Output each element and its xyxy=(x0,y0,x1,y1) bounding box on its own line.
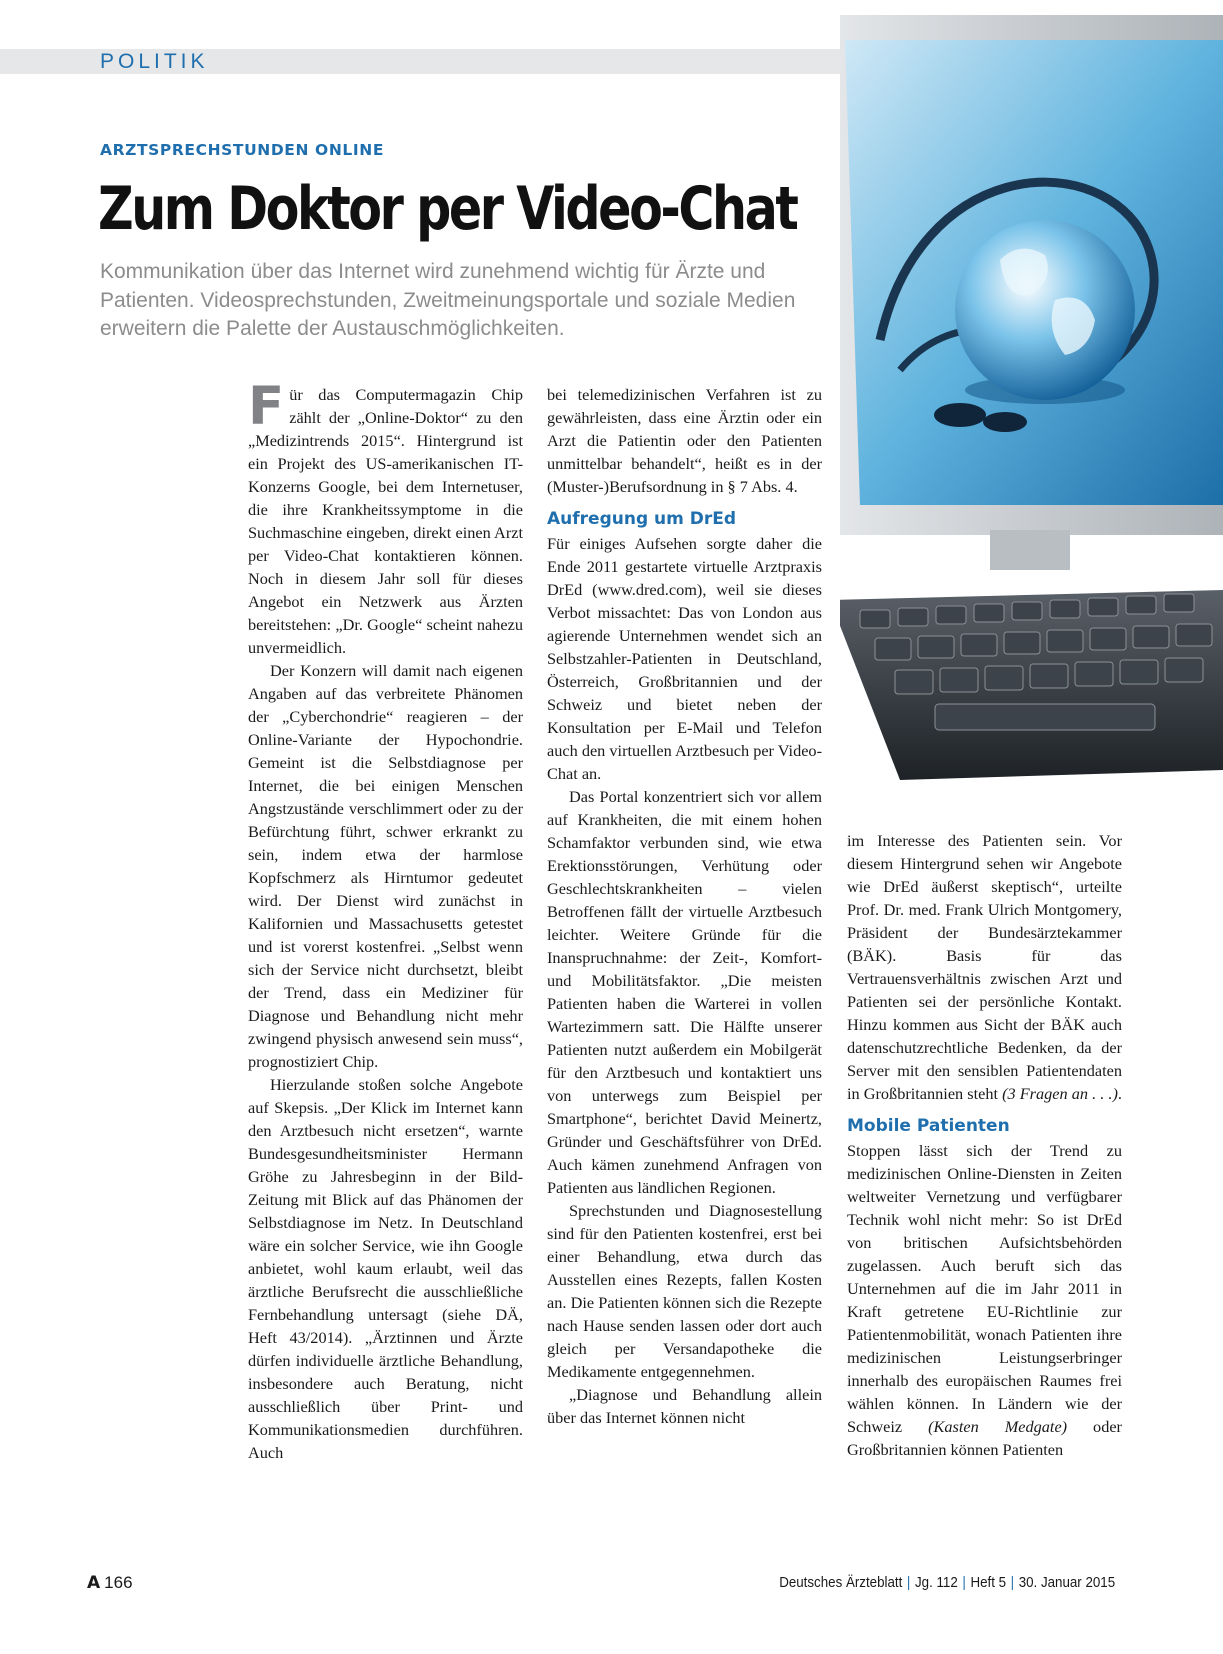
paragraph: „Diagnose und Behandlung allein über das Internet können nicht xyxy=(547,1385,822,1427)
issue-date: 30. Januar 2015 xyxy=(1018,1575,1115,1591)
article-title: Zum Doktor per Video-Chat xyxy=(98,174,797,244)
paragraph: bei telemedizinischen Verfahren ist zu gewährleisten, dass eine Ärztin oder ein Arzt die Patientin oder den Patienten unmittelbar behandelt“, heißt es in der (Muster-)Berufsordnung in § 7 Abs. 4. xyxy=(547,385,822,496)
paragraph: Stoppen lässt sich der Trend zu medizinischen Online-Diensten in Zeiten weltweiter Vernetzung und verfügbarer Technik wohl nicht mehr: So ist DrEd von britischen Aufsichtsbehörden zugelassen. Auch beruft sich das Unternehmen auf die im Jahr 2011 in Kraft getretene EU-Richtlinie zur Patientenmobilität, wonach Patienten ihre medizinischen Leistungserbringer innerhalb des europäischen Raumes frei wählen können. In Ländern wie der Schweiz (Kasten Medgate) oder Großbritannien können Patienten xyxy=(847,1141,1122,1459)
drop-cap: F xyxy=(248,376,285,437)
article-column-2 xyxy=(547,383,822,1429)
monitor-globe-keyboard-illustration xyxy=(840,10,1223,825)
monitor-stand xyxy=(990,530,1070,570)
subheading: Aufregung um DrEd xyxy=(547,509,737,529)
paragraph: Das Portal konzentriert sich vor allem auf Krankheiten, die mit einem hohen Schamfaktor verbunden sind, wie etwa Erektionsstörungen, Verhütung oder Geschlechtskrankheiten – vielen Betroffenen fällt der virtuelle Arztbesuch leichter. Weitere Gründe für die Inanspruchnahme: der Zeit-, Komfort- und Mobilitätsfaktor. „Die meisten Patienten haben die Warterei in vollen Wartezimmern satt. Die Hälfte unserer Patienten nutzt außerdem ein Mobilgerät für den Arztbesuch und kontaktiert uns von unterwegs zum Beispiel per Smartphone“, berichtet David Meinertz, Gründer und Geschäftsführer von DrEd. Auch kämen zunehmend Anfragen von Patienten aus ländlichen Regionen. xyxy=(547,787,822,1197)
stethoscope-earpiece xyxy=(934,403,986,427)
paragraph: Für das Computermagazin Chip zählt der „Online-Doktor“ zu den „Medizintrends 2015“. Hintergrund ist ein Projekt des US-amerikanischen IT-Konzerns Google, bei dem Internetuser, die ihre Krankheitssymptome in die Suchmaschine eingeben, direkt einen Arzt per Video-Chat kontaktieren können. Noch in diesem Jahr soll für dieses Angebot ein Netzwerk aus Ärzten bereitstehen: „Dr. Google“ scheint nahezu unvermeidlich. xyxy=(248,376,523,657)
paragraph: Der Konzern will damit nach eigenen Angaben auf das verbreitete Phänomen der „Cyberchondrie“ reagieren – der Online-Variante der Hypochondrie. Gemeint ist die Selbstdiagnose per Internet, die bei einigen Menschen Angstzustände verschlimmert oder zu der Befürchtung führt, schwer erkrankt zu sein, indem etwa der harmlose Kopfschmerz als Hirntumor gedeutet wird. Der Dienst wird zunächst in Kalifornien und Massachusetts getestet und ist vorerst kostenfrei. „Selbst wenn sich der Service nicht durchsetzt, bleibt der Trend, dass ein Mediziner für Diagnose und Behandlung nicht mehr zwingend physisch anwesend sein muss“, prognostiziert Chip. xyxy=(248,661,523,1071)
cross-reference: (Kasten Medgate) xyxy=(928,1417,1068,1436)
issue: Heft 5 xyxy=(970,1575,1006,1591)
page-number: A 166 xyxy=(87,1573,133,1593)
paragraph: im Interesse des Patienten sein. Vor diesem Hintergrund sehen wir Angebote wie DrEd äußerst skeptisch“, urteilte Prof. Dr. med. Frank Ulrich Montgomery, Präsident der Bundesärztekammer (BÄK). Basis für das Vertrauensverhältnis zwischen Arzt und Patienten sei der persönliche Kontakt. Hinzu kommen aus Sicht der BÄK auch datenschutzrechtliche Bedenken, da der Server mit den sensiblen Patientendaten in Großbritannien steht (3 Fragen an . . .). xyxy=(847,831,1122,1103)
subheading: Mobile Patienten xyxy=(847,1116,1010,1136)
article-column-1 xyxy=(248,376,523,1464)
volume: Jg. 112 xyxy=(914,1575,958,1591)
paragraph: Für einiges Aufsehen sorgte daher die Ende 2011 gestartete virtuelle Arztpraxis DrEd (www.dred.com), weil sie dieses Verbot missachtet: Das von London aus agierende Unternehmen wendet sich an Selbstzahler-Patienten in Deutschland, Österreich, Großbritannien und der Schweiz und bietet neben der Konsultation per E-Mail und Telefon auch den virtuellen Arztbesuch per Video-Chat an. xyxy=(547,534,822,783)
article-lead: Kommunikation über das Internet wird zunehmend wichtig für Ärzte und Patienten. Videosprechstunden, Zweitmeinungsportale und soziale Medien erweitern die Palette der Austauschmöglichkeiten. xyxy=(100,260,796,340)
paragraph: Sprechstunden und Diagnosestellung sind für den Patienten kostenfrei, erst bei einer Behandlung, etwa durch das Ausstellen eines Rezepts, fallen Kosten an. Die Patienten können sich die Rezepte nach Hause senden lassen oder dort auch gleich per Versandapotheke die Medikamente entgegennehmen. xyxy=(547,1201,822,1381)
section-label: POLITIK xyxy=(100,50,209,73)
article-kicker: ARZTSPRECHSTUNDEN ONLINE xyxy=(100,141,385,159)
publication-info: Deutsches Ärzteblatt | Jg. 112 | Heft 5 | 30. Januar 2015 xyxy=(779,1575,1115,1591)
article-column-3 xyxy=(847,829,1122,1461)
cross-reference: (3 Fragen an . . .) xyxy=(1002,1084,1118,1103)
journal-name: Deutsches Ärzteblatt xyxy=(779,1575,903,1591)
paragraph: Hierzulande stoßen solche Angebote auf Skepsis. „Der Klick im Internet kann den Arztbesuch nicht ersetzen“, warnte Bundesgesundheitsminister Hermann Gröhe zu Jahresbeginn in der Bild-Zeitung mit Blick auf das Phänomen der Selbstdiagnose im Netz. In Deutschland wäre ein solcher Service, wie ihn Google anbietet, wohl kaum erlaubt, weil das ärztliche Berufsrecht die ausschließliche Fernbehandlung untersagt (siehe DÄ, Heft 43/2014). „Ärztinnen und Ärzte dürfen individuelle ärztliche Behandlung, insbesondere auch Beratung, nicht ausschließlich über Print- und Kommunikationsmedien durchführen. Auch xyxy=(248,1075,523,1462)
globe xyxy=(955,220,1135,400)
